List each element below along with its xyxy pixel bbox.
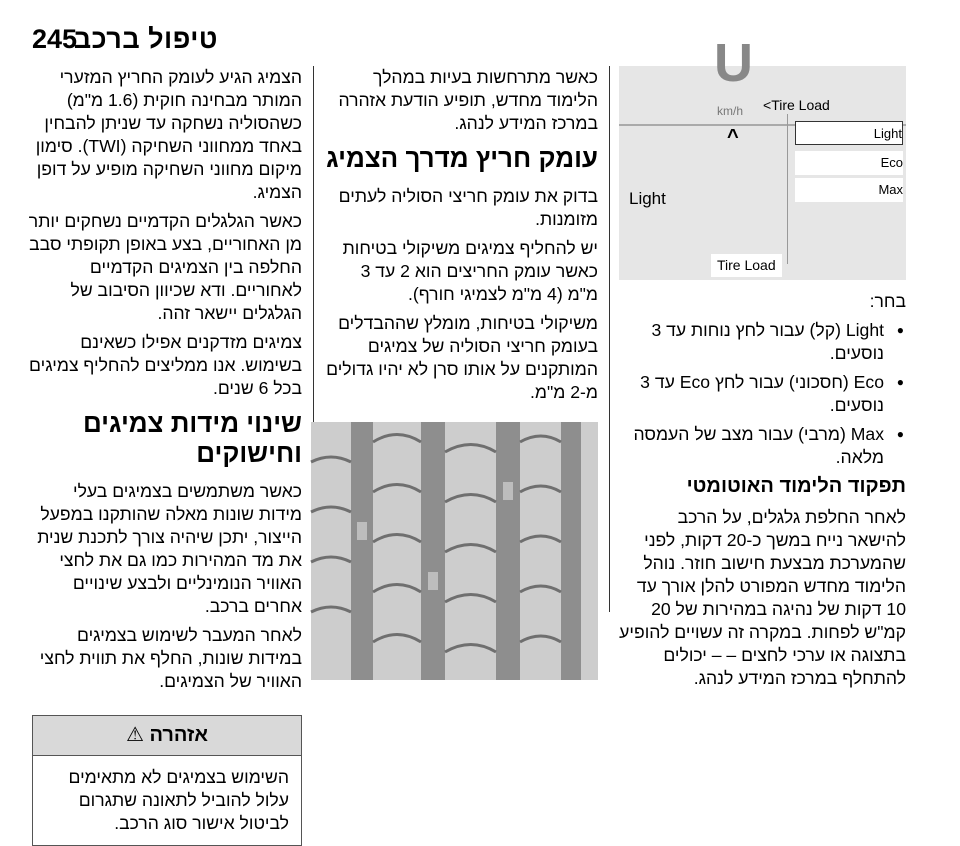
tread-difference-paragraph: משיקולי בטיחות, מומלץ שההבדלים בעומק חריצי הסוליה של צמיגים המותקנים על אותו סרן לא יהיו גדולים מ-2 מ"מ. xyxy=(326,313,598,402)
auto-learn-heading: תפקוד הלימוד האוטומטי xyxy=(686,475,906,497)
tire-load-display xyxy=(619,33,906,280)
column-divider-right xyxy=(609,66,610,612)
speed-unit: km/h xyxy=(717,104,744,118)
column-left xyxy=(27,66,302,846)
aging-paragraph: צמיגים מזדקנים אפילו כשאינם בשימוש. אנו ממליצים להחליף צמיגים בכל 6 שנים. xyxy=(29,332,302,398)
tire-tread-illustration xyxy=(311,422,598,680)
options-list xyxy=(619,319,906,469)
tire-load-title-text: Tire Load xyxy=(771,97,830,113)
choose-label: בחר: xyxy=(869,291,906,311)
menu-item-max[interactable]: Max xyxy=(795,178,903,202)
tread-replace-paragraph: יש להחליף צמיגים משיקולי בטיחות כאשר עומק החריצים הוא 2 עד 3 מ"מ (4 מ"מ לצמיגי חורף). xyxy=(342,238,598,304)
rotation-paragraph: כאשר הגלגלים הקדמיים נשחקים יותר מן האחוריים, בצע באופן תקופתי סבב החלפה בין הצמיגים הקדמיים לאחוריים. ודא שכיוון הסיבוב של הגלגלים יישאר זהה. xyxy=(28,211,302,323)
warning-box xyxy=(32,715,302,846)
tire-load-title: <Tire Load xyxy=(763,97,830,113)
page-header xyxy=(0,24,960,64)
page-title: טיפול ברכב xyxy=(73,24,218,54)
menu-item-eco[interactable]: Eco xyxy=(795,151,903,175)
page-number: 245 xyxy=(32,24,78,54)
speed-digit: U xyxy=(714,33,753,93)
warning-triangle-icon: ⚠ xyxy=(125,724,144,746)
size-change-heading: שינוי מידות צמיגים וחישוקים xyxy=(82,408,302,468)
warning-body: השימוש בצמיגים לא מתאימים עלול להוביל לתאונה שתגרום לביטול אישור סוג הרכב. xyxy=(68,767,289,833)
twi-paragraph: הצמיג הגיע לעומק החריץ המזערי המותר מבחינה חוקית (1.6 מ"מ) כשהסוליה נשחקה עד שניתן להבחין באחד ממחווני השחיקה (TWI). סימון מיקום מחווני השחיקה מופיע על דופן הצמיג. xyxy=(35,67,302,202)
menu-item-light[interactable]: Light xyxy=(795,121,903,145)
tire-load-footer: Tire Load xyxy=(711,254,782,277)
label-change-paragraph: לאחר המעבר לשימוש בצמיגים במידות שונות, החלף את תווית לחצי האוויר של הצמיגים. xyxy=(39,625,302,691)
tire-tread-image xyxy=(311,422,598,680)
warning-header xyxy=(33,716,301,756)
warning-title: אזהרה xyxy=(149,724,208,746)
up-caret-icon: ^ xyxy=(727,126,739,148)
option-eco: ● Eco (חסכוני) עבור לחץ Eco עד 3 נוסעים. xyxy=(619,371,906,417)
auto-learn-paragraph: לאחר החלפת גלגלים, על הרכב להישאר נייח במשך כ-20 דקות, לפני שהמערכת מבצעת חישוב חוזר. נוהל הלימוד מחדש המפורט להלן אורך עד 10 דקות של נהיגה במהירות של 20 קמ"ש לפחות. במקרה זה עשויים להופיע בתצוגה או ערכי לחצים – – יכולים להתחלף במרכז המידע לנהג. xyxy=(619,507,906,688)
relearn-warning-text: כאשר מתרחשות בעיות במהלך הלימוד מחדש, תופיע הודעת אזהרה במרכז המידע לנהג. xyxy=(338,67,598,133)
option-max: ● Max (מרבי) עבור מצב של העמסה מלאה. xyxy=(619,423,906,469)
column-middle xyxy=(326,66,598,680)
column-right xyxy=(619,33,906,696)
tread-depth-heading: עומק חריץ מדרך הצמיג xyxy=(326,143,598,173)
size-change-paragraph: כאשר משתמשים בצמיגים בעלי מידות שונות מאלה שהותקנו במפעל הייצור, יתכן שיהיה צורך לתכנת שנית את מד המהירות כמו גם את לחצי האוויר הנומינליים ולבצע שינויים אחרים ברכב. xyxy=(37,481,302,616)
option-light: ● Light (קל) עבור לחץ נוחות עד 3 נוסעים. xyxy=(619,319,906,365)
tread-check-paragraph: בדוק את עומק חריצי הסוליה לעתים מזומנות. xyxy=(338,186,598,229)
selected-mode-label: Light xyxy=(629,189,666,208)
